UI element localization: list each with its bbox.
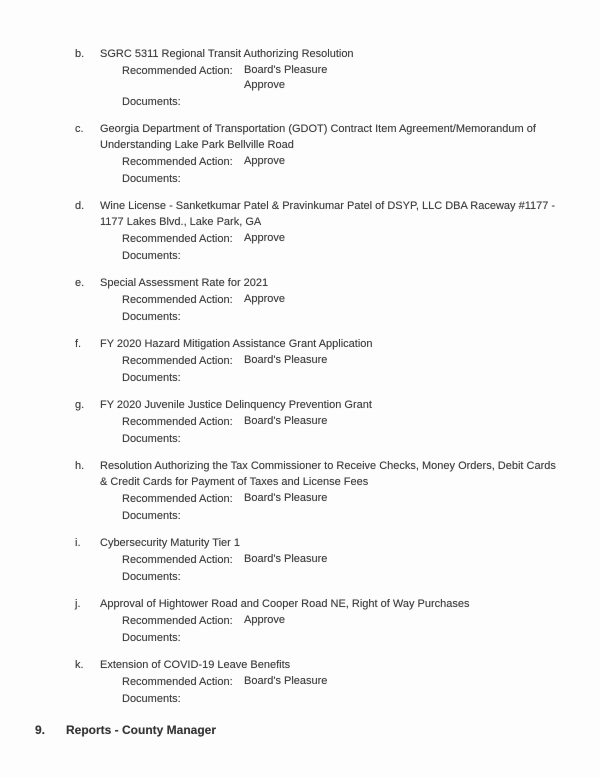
documents-label: Documents:: [122, 96, 181, 108]
recommended-action-row: [122, 353, 558, 369]
agenda-item-list: [75, 46, 558, 707]
item-content: [100, 458, 558, 524]
item-letter: f.: [75, 338, 82, 350]
item-title: Approval of Hightower Road and Cooper Road NE, Right of Way Purchases: [100, 598, 470, 610]
recommended-action-label: Recommended Action:: [122, 493, 233, 505]
recommended-action-value: Board's Pleasure: [244, 64, 328, 76]
item-letter: k.: [75, 659, 84, 671]
recommended-action-row: [122, 552, 558, 568]
agenda-item: [75, 275, 558, 325]
recommended-action-label: Recommended Action:: [122, 355, 233, 367]
recommended-action-values: [244, 613, 285, 629]
item-content: [100, 657, 558, 707]
recommended-action-row: [122, 613, 558, 629]
recommended-action-label: Recommended Action:: [122, 416, 233, 428]
item-title: Resolution Authorizing the Tax Commissioner to Receive Checks, Money Orders, Debit Cards & Credit Cards for Payment of Taxes and License Fees: [100, 460, 556, 488]
agenda-item: [75, 198, 558, 264]
recommended-action-label: Recommended Action:: [122, 233, 233, 245]
item-letter: i.: [75, 537, 81, 549]
recommended-action-value: Board's Pleasure: [244, 415, 328, 427]
section-title: Reports - County Manager: [66, 723, 217, 737]
documents-label: Documents:: [122, 693, 181, 705]
recommended-action-value: Approve: [244, 232, 285, 244]
section-number: 9.: [35, 723, 46, 737]
recommended-action-row: [122, 414, 558, 430]
recommended-action-label: Recommended Action:: [122, 65, 233, 77]
recommended-action-label: Recommended Action:: [122, 554, 233, 566]
item-letter: b.: [75, 48, 85, 60]
recommended-action-values: [244, 292, 285, 308]
item-content: [100, 121, 558, 187]
item-title: SGRC 5311 Regional Transit Authorizing Resolution: [100, 48, 354, 60]
documents-label: Documents:: [122, 433, 181, 445]
recommended-action-label: Recommended Action:: [122, 615, 233, 627]
recommended-action-row: [122, 292, 558, 308]
item-content: [100, 596, 558, 646]
item-content: [100, 535, 558, 585]
recommended-action-value: Board's Pleasure: [244, 492, 328, 504]
recommended-action-label: Recommended Action:: [122, 294, 233, 306]
documents-label: Documents:: [122, 311, 181, 323]
item-letter: j.: [75, 598, 81, 610]
item-title: FY 2020 Juvenile Justice Delinquency Prevention Grant: [100, 399, 372, 411]
documents-label: Documents:: [122, 372, 181, 384]
recommended-action-values: [244, 154, 285, 170]
item-title: FY 2020 Hazard Mitigation Assistance Grant Application: [100, 338, 373, 350]
recommended-action-row: [122, 231, 558, 247]
agenda-item: [75, 397, 558, 447]
recommended-action-value: Board's Pleasure: [244, 553, 328, 565]
recommended-action-value: Approve: [244, 155, 285, 167]
item-content: [100, 275, 558, 325]
recommended-action-values: [244, 552, 327, 568]
agenda-item: [75, 535, 558, 585]
recommended-action-row: [122, 63, 558, 93]
item-letter: h.: [75, 460, 85, 472]
recommended-action-values: [244, 353, 327, 369]
recommended-action-value: Board's Pleasure: [244, 675, 328, 687]
item-letter: d.: [75, 200, 85, 212]
item-content: [100, 336, 558, 386]
item-content: [100, 198, 558, 264]
recommended-action-value: Approve: [244, 79, 285, 91]
item-letter: c.: [75, 123, 84, 135]
agenda-item: [75, 46, 558, 110]
item-title: Cybersecurity Maturity Tier 1: [100, 537, 240, 549]
recommended-action-values: [244, 231, 285, 247]
recommended-action-value: Approve: [244, 614, 285, 626]
documents-label: Documents:: [122, 250, 181, 262]
recommended-action-row: [122, 154, 558, 170]
item-title: Wine License - Sanketkumar Patel & Pravinkumar Patel of DSYP, LLC DBA Raceway #1177 - 1177 Lakes Blvd., Lake Park, GA: [100, 200, 556, 228]
recommended-action-value: Board's Pleasure: [244, 354, 328, 366]
agenda-item: [75, 458, 558, 524]
agenda-item: [75, 657, 558, 707]
item-title: Special Assessment Rate for 2021: [100, 277, 269, 289]
item-title: Extension of COVID-19 Leave Benefits: [100, 659, 291, 671]
section-heading: [35, 722, 558, 738]
recommended-action-values: [244, 414, 327, 430]
item-title: Georgia Department of Transportation (GDOT) Contract Item Agreement/Memorandum of Understanding Lake Park Bellville Road: [100, 123, 536, 151]
documents-label: Documents:: [122, 510, 181, 522]
agenda-item: [75, 596, 558, 646]
item-content: [100, 397, 558, 447]
documents-label: Documents:: [122, 571, 181, 583]
recommended-action-values: [244, 63, 327, 93]
agenda-item: [75, 336, 558, 386]
recommended-action-label: Recommended Action:: [122, 676, 233, 688]
recommended-action-values: [244, 491, 327, 507]
recommended-action-value: Approve: [244, 293, 285, 305]
documents-label: Documents:: [122, 173, 181, 185]
item-letter: e.: [75, 277, 85, 289]
recommended-action-row: [122, 491, 558, 507]
agenda-item: [75, 121, 558, 187]
recommended-action-label: Recommended Action:: [122, 156, 233, 168]
item-letter: g.: [75, 399, 85, 411]
recommended-action-row: [122, 674, 558, 690]
recommended-action-values: [244, 674, 327, 690]
item-content: [100, 46, 558, 110]
documents-label: Documents:: [122, 632, 181, 644]
